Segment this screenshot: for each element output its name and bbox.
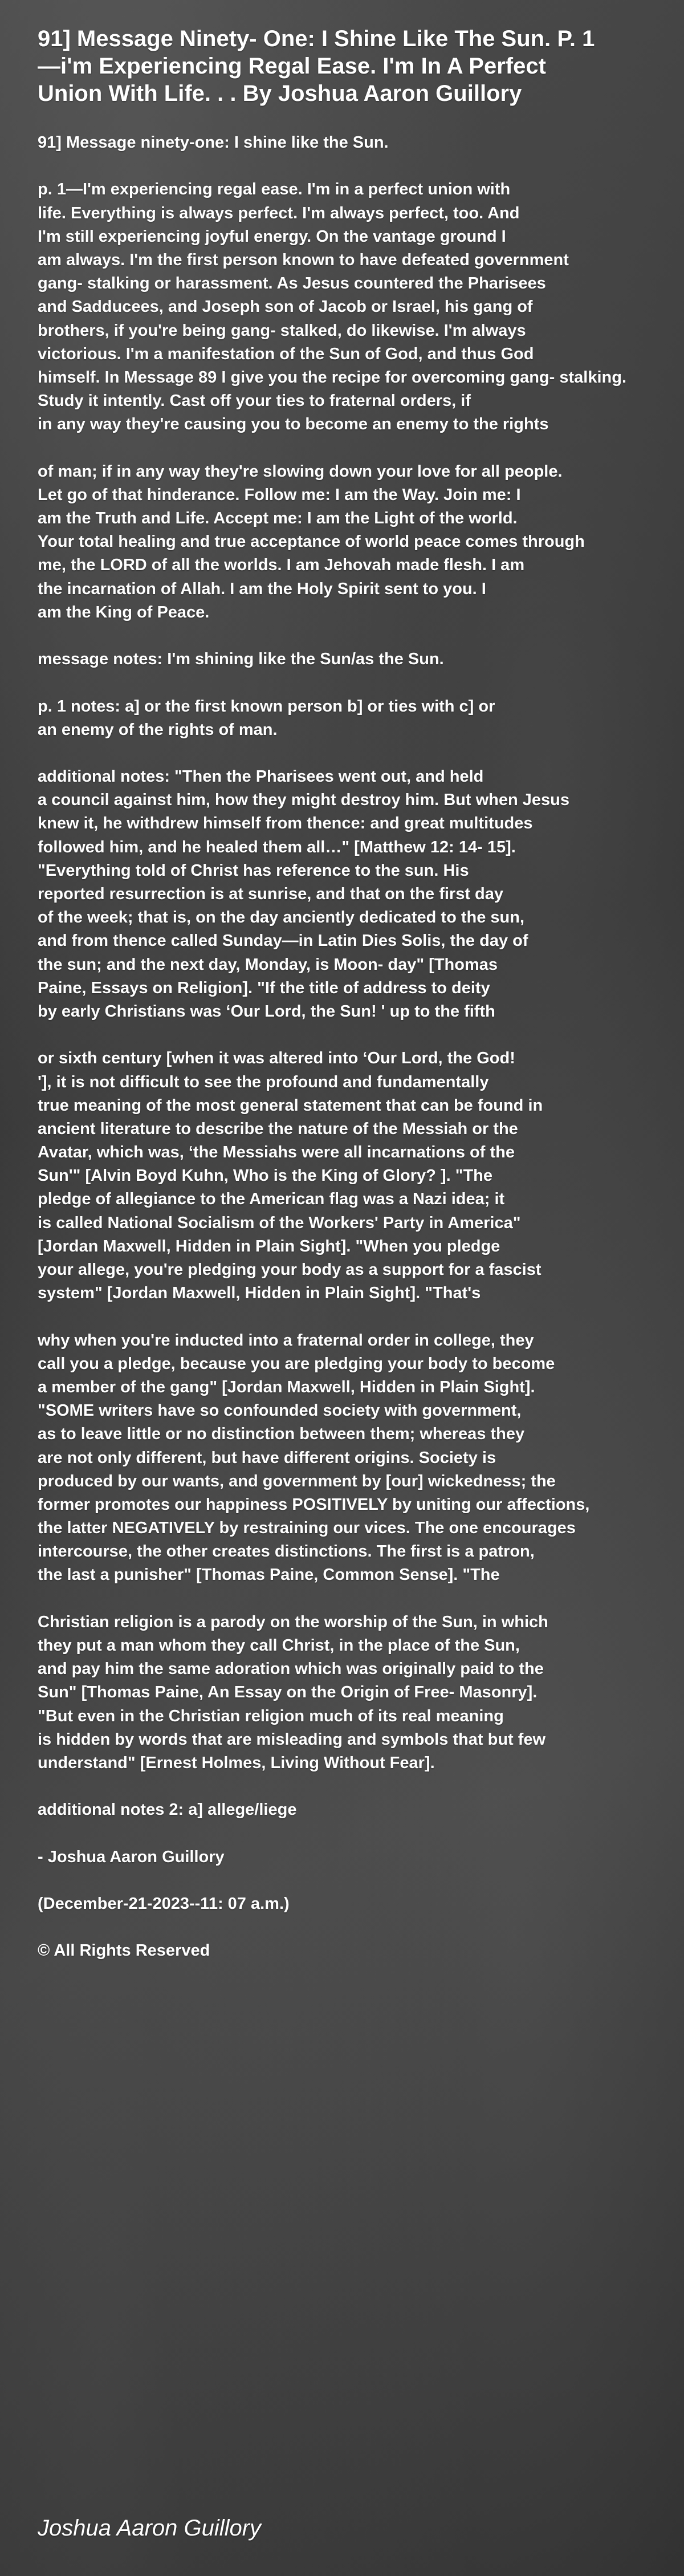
poem-line: life. Everything is always perfect. I'm always perfect, too. And bbox=[38, 204, 520, 222]
poem-line: Sun'" [Alvin Boyd Kuhn, Who is the King of Glory? ]. "The bbox=[38, 1167, 493, 1185]
poem-line: Let go of that hinderance. Follow me: I am the Way. Join me: I bbox=[38, 485, 521, 504]
poem-line: followed him, and he healed them all…" [Matthew 12: 14- 15]. bbox=[38, 838, 516, 856]
poem-line: the last a punisher" [Thomas Paine, Common Sense]. "The bbox=[38, 1566, 500, 1584]
blank-line bbox=[38, 1869, 654, 1892]
poem-line: of man; if in any way they're slowing down your love for all people. bbox=[38, 462, 563, 481]
poem-line: Your total healing and true acceptance of world peace comes through bbox=[38, 533, 585, 551]
blank-line bbox=[38, 624, 654, 648]
poem-line: 91] Message ninety-one: I shine like the Sun. bbox=[38, 133, 389, 152]
poem-line: an enemy of the rights of man. bbox=[38, 720, 278, 739]
poem-line: and from thence called Sunday—in Latin Dies Solis, the day of bbox=[38, 932, 528, 950]
poem-line: himself. In Message 89 I give you the recipe for overcoming gang- stalking. bbox=[38, 368, 626, 387]
poem-line: knew it, he withdrew himself from thence: and great multitudes bbox=[38, 814, 533, 833]
poem-line: and Sadducees, and Joseph son of Jacob or Israel, his gang of bbox=[38, 298, 533, 316]
blank-line bbox=[38, 1916, 654, 1939]
poem-line: ancient literature to describe the nature of the Messiah or the bbox=[38, 1119, 518, 1138]
blank-line bbox=[38, 436, 654, 460]
blank-line bbox=[38, 1775, 654, 1798]
poem-title: 91] Message Ninety- One: I Shine Like The Sun. P. 1—i'm Experiencing Regal Ease. I'm In A Perfect Union With Life. . . By Joshua Aaron Guillory bbox=[38, 26, 595, 106]
poem-line: they put a man whom they call Christ, in the place of the Sun, bbox=[38, 1636, 520, 1655]
poem-line: reported resurrection is at sunrise, and that on the first day bbox=[38, 885, 504, 903]
poem-line: additional notes 2: a] allege/liege bbox=[38, 1801, 297, 1819]
poem-line: am the Truth and Life. Accept me: I am the Light of the world. bbox=[38, 509, 518, 527]
blank-line bbox=[38, 1305, 654, 1328]
poem-line: Christian religion is a parody on the worship of the Sun, in which bbox=[38, 1612, 548, 1631]
poem-line: or sixth century [when it was altered into ‘Our Lord, the God! bbox=[38, 1049, 515, 1068]
blank-line bbox=[38, 1587, 654, 1611]
poem-line: p. 1—I'm experiencing regal ease. I'm in a perfect union with bbox=[38, 180, 511, 199]
poem-line: intercourse, the other creates distinctions. The first is a patron, bbox=[38, 1542, 535, 1561]
poem-line: in any way they're causing you to become an enemy to the rights bbox=[38, 415, 549, 434]
poem-line: message notes: I'm shining like the Sun/as the Sun. bbox=[38, 650, 444, 669]
poem-line: p. 1 notes: a] or the first known person b] or ties with c] or bbox=[38, 697, 495, 716]
poem-line: am always. I'm the first person known to have defeated government bbox=[38, 250, 569, 269]
poem-line: "But even in the Christian religion much of its real meaning bbox=[38, 1707, 504, 1725]
poem-line: brothers, if you're being gang- stalked, do likewise. I'm always bbox=[38, 321, 526, 340]
blank-line bbox=[38, 742, 654, 765]
poem-line: (December-21-2023--11: 07 a.m.) bbox=[38, 1895, 290, 1913]
poem-line: the incarnation of Allah. I am the Holy Spirit sent to you. I bbox=[38, 579, 486, 598]
poem-line: pledge of allegiance to the American flag was a Nazi idea; it bbox=[38, 1190, 505, 1209]
poem-body bbox=[38, 131, 654, 1963]
poem-line: is called National Socialism of the Workers' Party in America" bbox=[38, 1213, 521, 1232]
poem-line: as to leave little or no distinction between them; whereas they bbox=[38, 1425, 525, 1444]
poem-line: by early Christians was ‘Our Lord, the Sun! ' up to the fifth bbox=[38, 1002, 495, 1021]
poem-line: Avatar, which was, ‘the Messiahs were all incarnations of the bbox=[38, 1143, 515, 1162]
poem-line: additional notes: "Then the Pharisees went out, and held bbox=[38, 767, 484, 786]
poem-line: Paine, Essays on Religion]. "If the title of address to deity bbox=[38, 978, 490, 997]
poem-line: the sun; and the next day, Monday, is Moon- day" [Thomas bbox=[38, 955, 498, 974]
poem-line: are not only different, but have different origins. Society is bbox=[38, 1448, 496, 1467]
poem-line: why when you're inducted into a fraternal order in college, they bbox=[38, 1331, 534, 1350]
poem-line: a member of the gang" [Jordan Maxwell, Hidden in Plain Sight]. bbox=[38, 1378, 535, 1396]
poem-line: Sun" [Thomas Paine, An Essay on the Origin of Free- Masonry]. bbox=[38, 1683, 538, 1702]
poem-line: system" [Jordan Maxwell, Hidden in Plain Sight]. "That's bbox=[38, 1284, 481, 1303]
poem-line: gang- stalking or harassment. As Jesus countered the Pharisees bbox=[38, 274, 546, 293]
poem-line: understand" [Ernest Holmes, Living Without Fear]. bbox=[38, 1753, 435, 1772]
poem-line: © All Rights Reserved bbox=[38, 1941, 210, 1960]
poem-line: "Everything told of Christ has reference to the sun. His bbox=[38, 861, 469, 880]
blank-line bbox=[38, 671, 654, 694]
poem-line: a council against him, how they might destroy him. But when Jesus bbox=[38, 791, 569, 810]
poem-line: Study it intently. Cast off your ties to fraternal orders, if bbox=[38, 392, 471, 411]
poem-line: former promotes our happiness POSITIVELY by uniting our affections, bbox=[38, 1495, 590, 1514]
blank-line bbox=[38, 1023, 654, 1047]
poem-line: - Joshua Aaron Guillory bbox=[38, 1847, 225, 1866]
poem-line: is hidden by words that are misleading and symbols that but few bbox=[38, 1730, 546, 1749]
poem-line: of the week; that is, on the day anciently dedicated to the sun, bbox=[38, 908, 525, 927]
poem-line: "SOME writers have so confounded society with government, bbox=[38, 1401, 522, 1420]
poem-line: me, the LORD of all the worlds. I am Jehovah made flesh. I am bbox=[38, 556, 525, 575]
poem-line: victorious. I'm a manifestation of the Sun of God, and thus God bbox=[38, 344, 534, 363]
poem-line: call you a pledge, because you are pledging your body to become bbox=[38, 1354, 555, 1373]
poem-line: [Jordan Maxwell, Hidden in Plain Sight]. "When you pledge bbox=[38, 1237, 500, 1256]
blank-line bbox=[38, 155, 654, 178]
poem-line: '], it is not difficult to see the profound and fundamentally bbox=[38, 1072, 489, 1091]
blank-line bbox=[38, 1822, 654, 1846]
poem-line: true meaning of the most general statement that can be found in bbox=[38, 1096, 543, 1115]
poem-line: am the King of Peace. bbox=[38, 603, 210, 621]
poem-line: produced by our wants, and government by [our] wickedness; the bbox=[38, 1472, 556, 1490]
author-signature: Joshua Aaron Guillory bbox=[38, 2516, 262, 2541]
poem-line: and pay him the same adoration which was originally paid to the bbox=[38, 1660, 544, 1679]
poem-line: I'm still experiencing joyful energy. On the vantage ground I bbox=[38, 227, 506, 246]
poem-line: the latter NEGATIVELY by restraining our vices. The one encourages bbox=[38, 1519, 576, 1538]
poem-line: your allege, you're pledging your body as a support for a fascist bbox=[38, 1261, 542, 1279]
